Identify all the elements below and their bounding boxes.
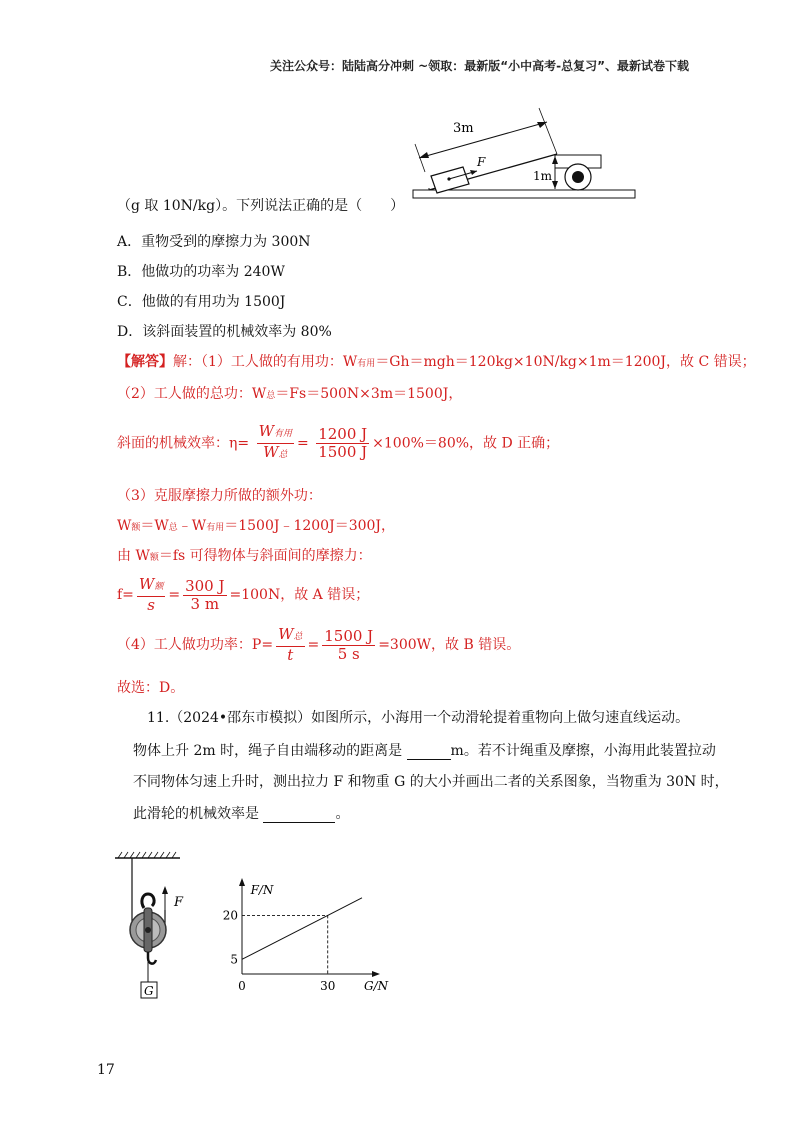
ground — [413, 190, 635, 198]
movable-pulley — [130, 894, 166, 952]
chart-labels — [223, 883, 389, 993]
solution-step-3-line-1: W额＝W总﹣W有用＝1500J﹣1200J＝300J， — [117, 518, 396, 534]
answer-blank-efficiency[interactable] — [263, 804, 335, 823]
load-box — [431, 167, 469, 193]
y-tick-label-1: 20 — [222, 908, 238, 923]
solution-step-3-line-2: 由 W额＝fs 可得物体与斜面间的摩擦力： — [117, 548, 372, 564]
series-line-0 — [242, 898, 362, 960]
power-fraction-numeric: $\frac{1500 J}{5 s}$ — [324, 626, 374, 663]
x-axis-label: G/N — [364, 979, 389, 993]
solution-power: （4）工人做功功率：P= $\frac{\text{W总}}{t}$ = $\frac{1500 J}{5 s}$ =300W，故 B 错误。 — [117, 625, 521, 664]
cart — [555, 155, 601, 190]
friction-fraction-symbolic: $\frac{\text{W额}}{s}$ — [138, 575, 164, 614]
x-tick-label-1: 30 — [320, 979, 336, 993]
weight-label: G — [144, 984, 154, 998]
chart-series — [242, 898, 362, 960]
q11-line-4: 此滑轮的机械效率是 。 — [133, 806, 350, 822]
q10-option-d: D．该斜面装置的机械效率为 80% — [117, 324, 332, 340]
q10-option-b: B．他做功的功率为 240W — [117, 264, 285, 280]
solution-step-1: 【解答】解：（1）工人做的有用功：W有用＝Gh＝mgh＝120kg×10N/kg×1m＝1200J，故 C 错误； — [117, 354, 756, 370]
q10-option-c: C．他做的有用功为 1500J — [117, 294, 286, 310]
y-axis-label: F/N — [250, 883, 274, 897]
page-header: 关注公众号：陆陆高分冲刺 ~领取：最新版“小中高考-总复习”、最新试卷下载 — [270, 59, 689, 73]
chart-guides — [242, 915, 328, 974]
solution-friction: f= $\frac{\text{W额}}{s}$ = $\frac{300 J}{3 m}$ =100N，故 A 错误； — [117, 575, 370, 614]
efficiency-fraction-numeric: $\frac{1200 J}{1500 J}$ — [318, 425, 368, 461]
pulley-force-label: F — [174, 895, 184, 910]
pulley-figure — [110, 850, 200, 1002]
incline-length-label: 3m — [453, 121, 474, 136]
answer-blank-distance[interactable] — [407, 741, 451, 760]
power-fraction-symbolic: $\frac{\text{W总}}{t}$ — [278, 625, 303, 664]
y-tick-label-0: 5 — [230, 952, 238, 967]
q11-line-1: 11.（2024•邵东市模拟）如图所示，小海用一个动滑轮提着重物向上做匀速直线运动。 — [147, 710, 690, 726]
q11-line-2: 物体上升 2m 时，绳子自由端移动的距离是 m。若不计绳重及摩擦，小海用此装置拉动 — [133, 743, 716, 759]
f-g-chart — [210, 882, 389, 1006]
incline-figure — [405, 100, 645, 205]
incline-height-label: 1m — [533, 169, 553, 183]
solution-tag: 【解答】 — [117, 354, 173, 370]
q10-stem-tail: （g 取 10N/kg）。下列说法正确的是（ ） — [117, 198, 405, 214]
x-axis-arrow — [372, 971, 380, 977]
friction-fraction-numeric: $\frac{300 J}{3 m}$ — [185, 576, 225, 613]
solution-step-3-title: （3）克服摩擦力所做的额外功： — [117, 488, 322, 504]
q10-option-a: A．重物受到的摩擦力为 300N — [117, 234, 311, 250]
solution-answer: 故选：D。 — [117, 680, 185, 696]
incline-force-label: F — [477, 155, 486, 169]
x-tick-label-0: 0 — [238, 979, 246, 993]
solution-efficiency: 斜面的机械效率：η= $\frac{\text{W有用}}{\text{W总}}$ = $\frac{1200 J}{1500 J}$ ×100%＝80%，故 D 正确； — [117, 423, 559, 464]
page-number: 17 — [97, 1062, 115, 1078]
q11-line-3: 不同物体匀速上升时，测出拉力 F 和物重 G 的大小并画出二者的关系图象，当物重为 30N 时， — [133, 774, 729, 790]
solution-step-2: （2）工人做的总功：W总＝Fs＝500N×3m＝1500J， — [117, 386, 463, 402]
y-axis-arrow — [239, 878, 245, 886]
efficiency-fraction-symbolic: $\frac{\text{W有用}}{\text{W总}}$ — [258, 422, 293, 461]
hook — [148, 952, 156, 964]
